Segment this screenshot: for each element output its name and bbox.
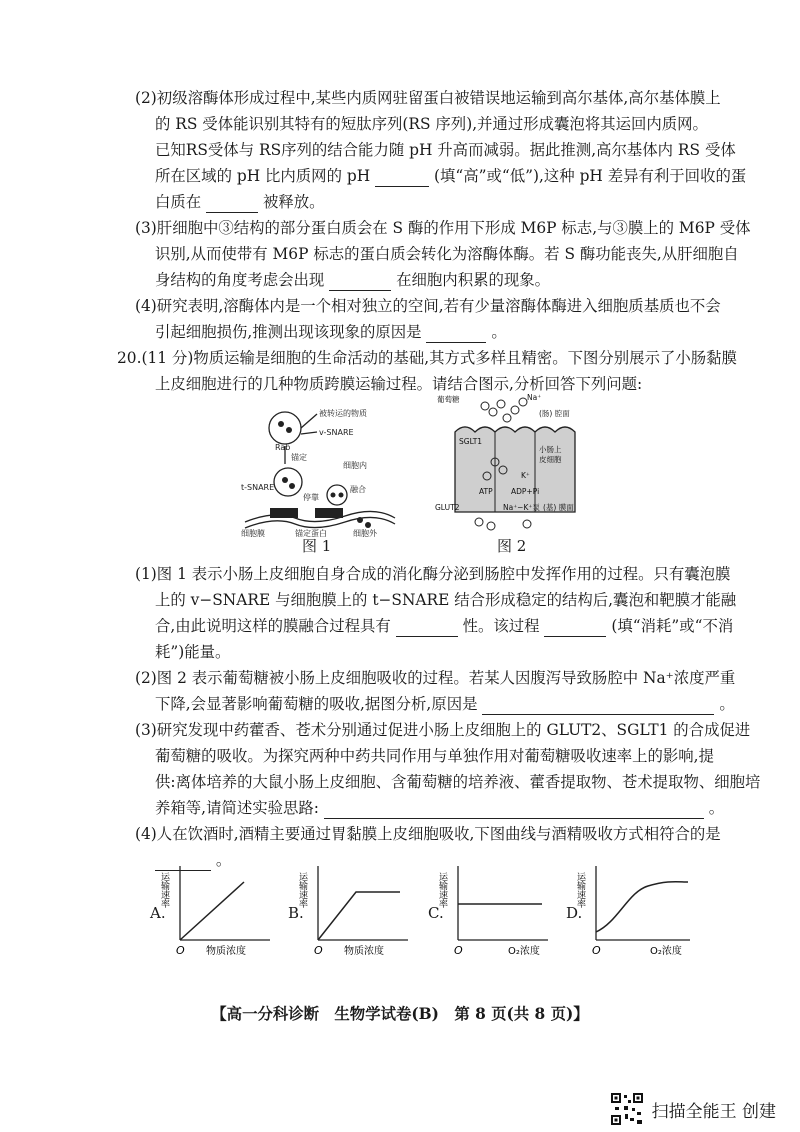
label-glucose: 葡萄糖	[437, 395, 460, 404]
text-seg: (填“高”或“低”),这种 pH 差异有利于回收的蛋	[433, 167, 747, 185]
text-seg: 下降,会显著影响葡萄糖的吸收,据图分析,原因是	[155, 695, 478, 713]
label-k: K⁺	[521, 471, 530, 480]
origin: O	[314, 944, 323, 957]
curve-saturating	[596, 882, 688, 932]
q19-4-line2	[155, 322, 507, 343]
page-footer: 【高一分科诊断 生物学试卷(B) 第 8 页(共 8 页)】	[211, 1005, 589, 1023]
label-fusion: 融合	[350, 485, 366, 494]
answer-blank	[206, 192, 258, 213]
x-axis-label: O₂浓度	[650, 946, 682, 957]
text-seg: 性。该过程	[462, 617, 540, 635]
label-sglt1: SGLT1	[459, 437, 483, 446]
curve-linear	[180, 882, 244, 940]
q19-2-line3: 已知RS受体与 RS序列的结合能力随 pH 升高而减弱。据此推测,高尔基体内 RS 受体	[155, 141, 736, 159]
label-anchor: 锚定	[291, 453, 307, 462]
option-label: B.	[288, 904, 304, 922]
label-intracellular: 细胞内	[343, 461, 367, 470]
option-label: D.	[566, 904, 583, 922]
text-seg: 引起细胞损伤,推测出现该现象的原因是	[155, 323, 422, 341]
q20-stem-line1: 20.(11 分)物质运输是细胞的生命活动的基础,其方式多样且精密。下图分别展示了小肠黏膜	[117, 349, 737, 367]
qr-code-icon	[610, 1092, 644, 1126]
option-label: C.	[428, 904, 444, 922]
q20-1-line3	[155, 616, 733, 637]
curve-saturating-linear	[318, 892, 400, 940]
text-seg: 白质在	[155, 193, 202, 211]
label-docking: 停靠	[303, 493, 319, 502]
q19-3-line2: 识别,从而使带有 M6P 标志的蛋白质会转化为溶酶体酶。若 S 酶功能丧失,从肝细胞自	[155, 245, 739, 263]
q20-1-line2: 上的 v−SNARE 与细胞膜上的 t−SNARE 结合形成稳定的结构后,囊泡和靶膜才能融	[155, 591, 737, 609]
origin: O	[592, 944, 601, 957]
q19-2-line2: 的 RS 受体能识别其特有的短肽序列(RS 序列),并通过形成囊泡将其运回内质网。	[155, 115, 708, 133]
y-axis-label: 运输速率	[297, 872, 307, 908]
label-cell-2: 皮细胞	[539, 455, 562, 464]
label-transported-substance: 被转运的物质	[319, 409, 367, 418]
q19-2-line1: (2)初级溶酶体形成过程中,某些内质网驻留蛋白被错误地运输到高尔基体,高尔基体膜上	[135, 89, 721, 107]
label-anchor-protein: 锚定蛋白	[295, 529, 327, 538]
label-extracellular: 细胞外	[353, 529, 377, 538]
q20-4-line1: (4)人在饮酒时,酒精主要通过胃黏膜上皮细胞吸收,下图曲线与酒精吸收方式相符合的是	[135, 825, 721, 843]
label-glut2: GLUT2	[435, 503, 460, 512]
q19-4-line1: (4)研究表明,溶酶体内是一个相对独立的空间,若有少量溶酶体酶进入细胞质基质也不会	[135, 297, 721, 315]
label-atp: ATP	[479, 487, 493, 496]
text-seg: 。	[708, 799, 725, 817]
origin: O	[176, 944, 185, 957]
x-axis-label: O₂浓度	[508, 946, 540, 957]
y-axis-label: 运输速率	[159, 872, 169, 908]
option-label: A.	[150, 904, 166, 922]
y-axis-label: 运输速率	[437, 872, 447, 908]
q20-1-line1: (1)图 1 表示小肠上皮细胞自身合成的消化酶分泌到肠腔中发挥作用的过程。只有囊泡膜	[135, 565, 731, 583]
label-adp: ADP+Pi	[511, 487, 540, 496]
q19-2-line4	[155, 166, 746, 187]
answer-blank	[426, 322, 486, 343]
brand-text: 扫描全能王 创建	[651, 1101, 776, 1122]
x-axis-label: 物质浓度	[344, 946, 384, 957]
answer-blank	[324, 798, 704, 819]
text-seg: (填“消耗”或“不消	[611, 617, 734, 635]
q20-3-line4	[155, 798, 724, 819]
q20-2-line1: (2)图 2 表示葡萄糖被小肠上皮细胞吸收的过程。若某人因腹泻导致肠腔中 Na⁺浓度严重	[135, 669, 736, 687]
figure-1	[235, 400, 405, 540]
label-basal-side: (基) 膜面	[543, 503, 574, 512]
q20-3-line3: 供:离体培养的大鼠小肠上皮细胞、含葡萄糖的培养液、藿香提取物、苍术提取物、细胞培	[155, 773, 761, 791]
figure-1-caption: 图 1	[302, 537, 332, 555]
vesicle-docking	[274, 468, 302, 496]
label-v-snare: v-SNARE	[319, 428, 354, 437]
text-seg: 。	[215, 851, 232, 869]
figure-2	[435, 392, 585, 532]
text-seg: 在细胞内积累的现象。	[396, 271, 551, 289]
label-pump: Na⁺−K⁺泵	[503, 503, 540, 512]
label-cell-1: 小肠上	[539, 445, 562, 454]
answer-blank	[329, 270, 391, 291]
vesicle-top	[269, 412, 301, 444]
answer-blank	[375, 166, 429, 187]
y-axis-label: 运输速率	[575, 872, 585, 908]
q20-1-line4: 耗”)能量。	[155, 643, 231, 661]
text-seg: 被释放。	[263, 193, 325, 211]
scanner-watermark	[610, 1092, 776, 1126]
q20-3-line2: 葡萄糖的吸收。为探究两种中药共同作用与单独作用对葡萄糖吸收速率上的影响,提	[155, 747, 714, 765]
answer-blank	[396, 616, 458, 637]
label-cell-membrane: 细胞膜	[241, 529, 265, 538]
x-axis-label: 物质浓度	[206, 946, 246, 957]
label-na: Na⁺	[527, 393, 542, 402]
q20-2-line2	[155, 694, 735, 715]
text-seg: 身结构的角度考虑会出现	[155, 271, 325, 289]
label-lumen-side: (肠) 腔面	[539, 409, 570, 418]
graph-c	[437, 862, 550, 957]
text-seg: 。	[719, 695, 735, 713]
q19-2-line5	[155, 192, 325, 213]
answer-blank	[482, 694, 714, 715]
figure-2-caption: 图 2	[497, 537, 527, 555]
graph-a	[159, 862, 272, 957]
text-seg: 养箱等,请简述实验思路:	[155, 799, 319, 817]
graph-d	[575, 862, 693, 957]
label-t-snare: t-SNARE	[241, 483, 275, 492]
answer-blank	[544, 616, 606, 637]
q20-stem-line2: 上皮细胞进行的几种物质跨膜运输过程。请结合图示,分析回答下列问题:	[155, 375, 643, 393]
origin: O	[454, 944, 463, 957]
graph-b	[297, 862, 410, 957]
q19-3-line1: (3)肝细胞中③结构的部分蛋白质会在 S 酶的作用下形成 M6P 标志,与③膜上的 M6P 受体	[135, 219, 751, 237]
label-rab: Rab	[275, 443, 291, 452]
q19-3-line3	[155, 270, 550, 291]
text-seg: 。	[491, 323, 507, 341]
text-seg: 合,由此说明这样的膜融合过程具有	[155, 617, 391, 635]
vesicle-fusing	[327, 485, 347, 505]
q20-3-line1: (3)研究发现中药藿香、苍术分别通过促进小肠上皮细胞上的 GLUT2、SGLT1 的合成促进	[135, 721, 751, 739]
text-seg: 所在区域的 pH 比内质网的 pH	[155, 167, 371, 185]
